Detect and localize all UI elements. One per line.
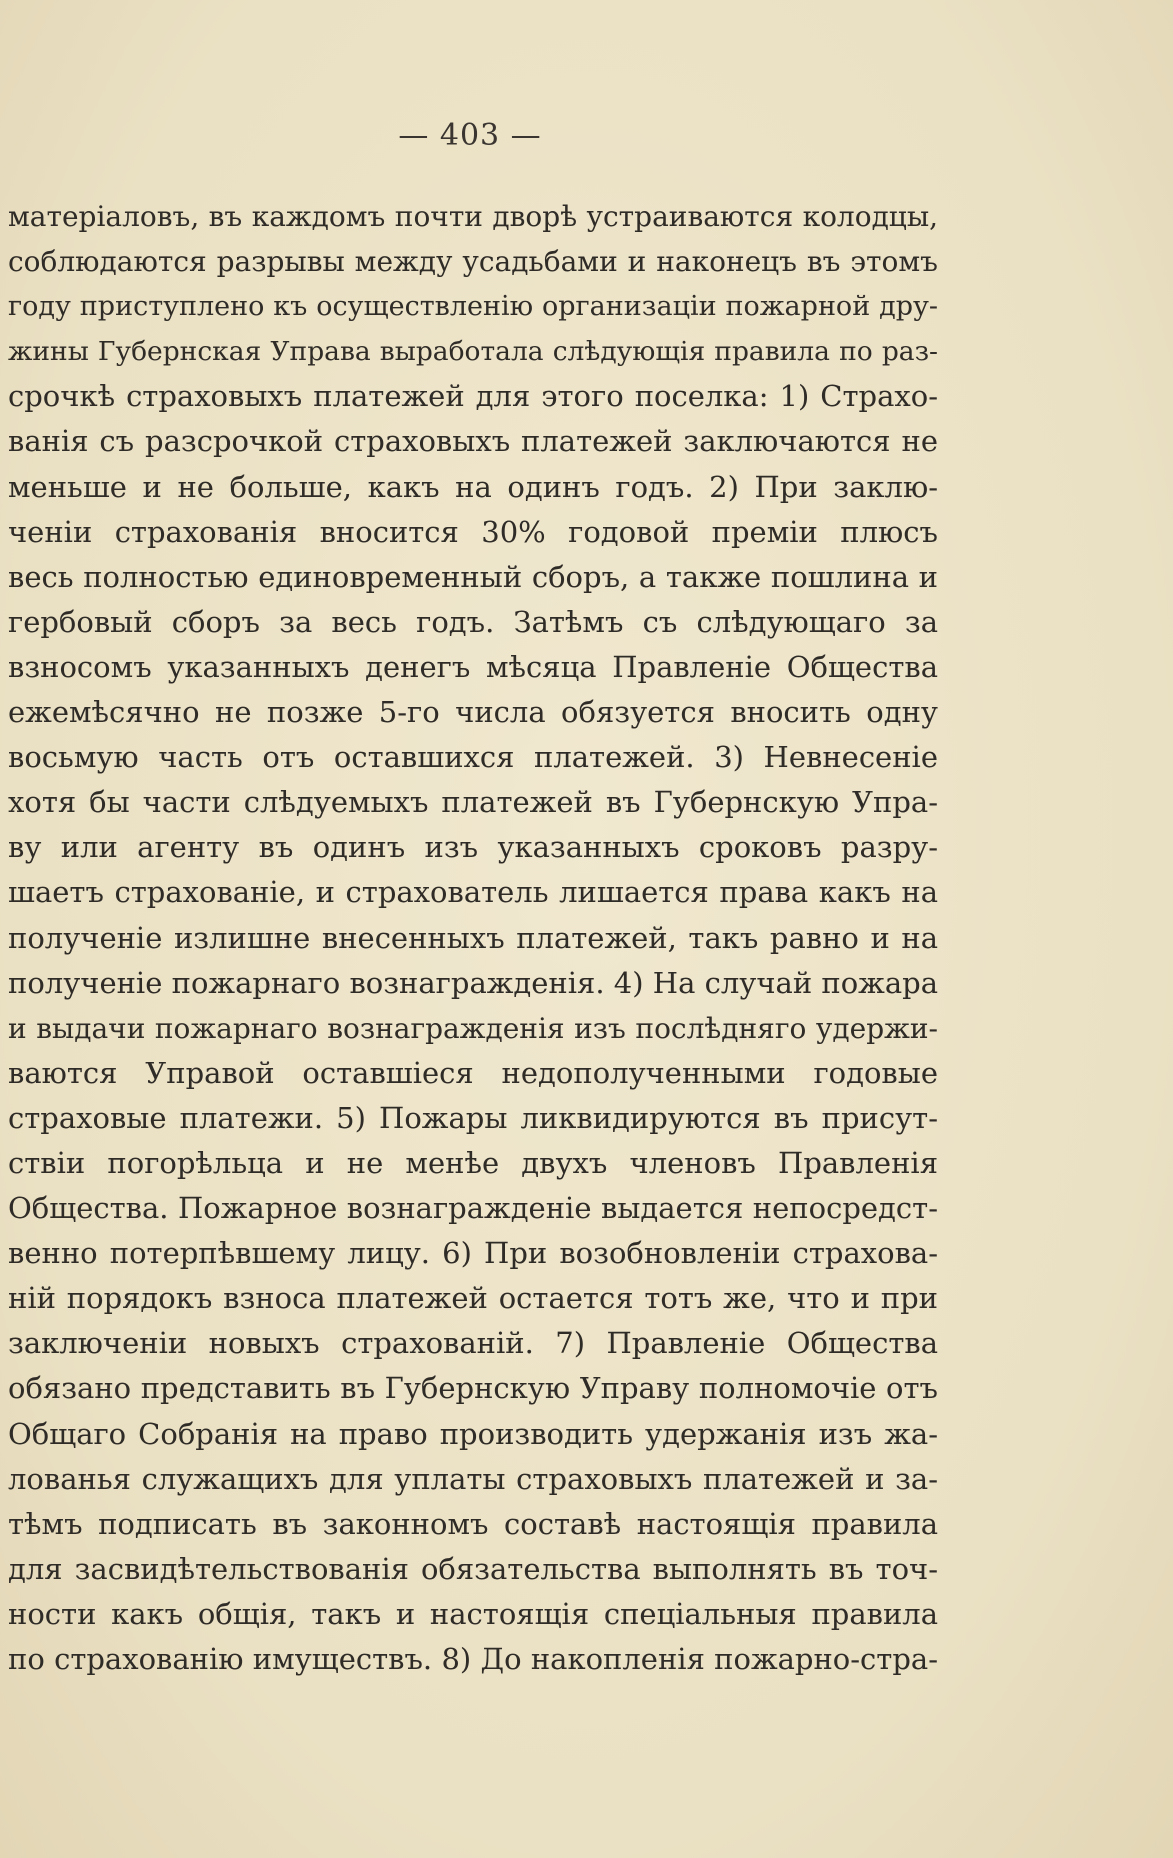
text-line: ній порядокъ взноса платежей остается тотъ же, что и при: [8, 1281, 938, 1316]
text-line: ванія съ разсрочкой страховыхъ платежей заключаются не: [8, 424, 938, 459]
text-line: по страхованію имуществъ. 8) До накопленія пожарно-стра-: [8, 1642, 938, 1676]
text-line: Общаго Собранія на право производить удержанія изъ жа-: [8, 1416, 938, 1451]
text-line: обязано представить въ Губернскую Управу полномочіе отъ: [8, 1371, 938, 1406]
text-line: весь полностью единовременный сборъ, а также пошлина и: [8, 559, 938, 594]
text-line: ежемѣсячно не позже 5-го числа обязуется вносить одну: [8, 695, 938, 730]
text-line: для засвидѣтельствованія обязательства выполнять въ точ-: [8, 1551, 938, 1586]
text-line: полученіе излишне внесенныхъ платежей, такъ равно и на: [8, 920, 938, 955]
text-line: Общества. Пожарное вознагражденіе выдается непосредст-: [8, 1191, 938, 1226]
text-line: и выдачи пожарнаго вознагражденія изъ послѣдняго удержи-: [8, 1011, 938, 1045]
text-line: страховые платежи. 5) Пожары ликвидируются въ присут-: [8, 1100, 938, 1135]
text-line: лованья служащихъ для уплаты страховыхъ платежей и за-: [8, 1461, 938, 1496]
text-line: матеріаловъ, въ каждомъ почти дворѣ устраиваются колодцы,: [8, 200, 938, 233]
text-line: венно потерпѣвшему лицу. 6) При возобновленіи страхова-: [8, 1236, 938, 1271]
text-line: хотя бы части слѣдуемыхъ платежей въ Губернскую Упра-: [8, 785, 938, 820]
text-line: восьмую часть отъ оставшихся платежей. 3) Невнесеніе: [8, 740, 938, 775]
text-line: ности какъ общія, такъ и настоящія спеціальныя правила: [8, 1596, 938, 1631]
text-line: ваются Управой оставшіеся недополученными годовые: [8, 1055, 938, 1090]
text-line: меньше и не больше, какъ на одинъ годъ. 2) При заклю-: [8, 469, 938, 504]
text-line: взносомъ указанныхъ денегъ мѣсяца Правленіе Общества: [8, 649, 938, 684]
page-number: — 403 —: [398, 118, 542, 153]
text-line: году приступлено къ осуществленію организаціи пожарной дру-: [8, 291, 938, 323]
text-line: полученіе пожарнаго вознагражденія. 4) На случай пожара: [8, 965, 938, 1000]
body-text: [8, 194, 938, 1682]
text-line: шаетъ страхованіе, и страхователь лишается права какъ на: [8, 875, 938, 910]
text-line: ченіи страхованія вносится 30% годовой преміи плюсъ: [8, 514, 938, 549]
text-line: жины Губернская Управа выработала слѣдующія правила по раз-: [8, 336, 938, 368]
text-line: гербовый сборъ за весь годъ. Затѣмъ съ слѣдующаго за: [8, 604, 938, 639]
text-line: срочкѣ страховыхъ платежей для этого поселка: 1) Страхо-: [8, 379, 938, 414]
text-line: ву или агенту въ одинъ изъ указанныхъ сроковъ разру-: [8, 830, 938, 865]
text-line: тѣмъ подписать въ законномъ составѣ настоящія правила: [8, 1506, 938, 1541]
text-line: ствіи погорѣльца и не менѣе двухъ членовъ Правленія: [8, 1145, 938, 1180]
text-line: соблюдаются разрывы между усадьбами и наконецъ въ этомъ: [8, 245, 938, 279]
text-line: заключеніи новыхъ страхованій. 7) Правленіе Общества: [8, 1326, 938, 1361]
